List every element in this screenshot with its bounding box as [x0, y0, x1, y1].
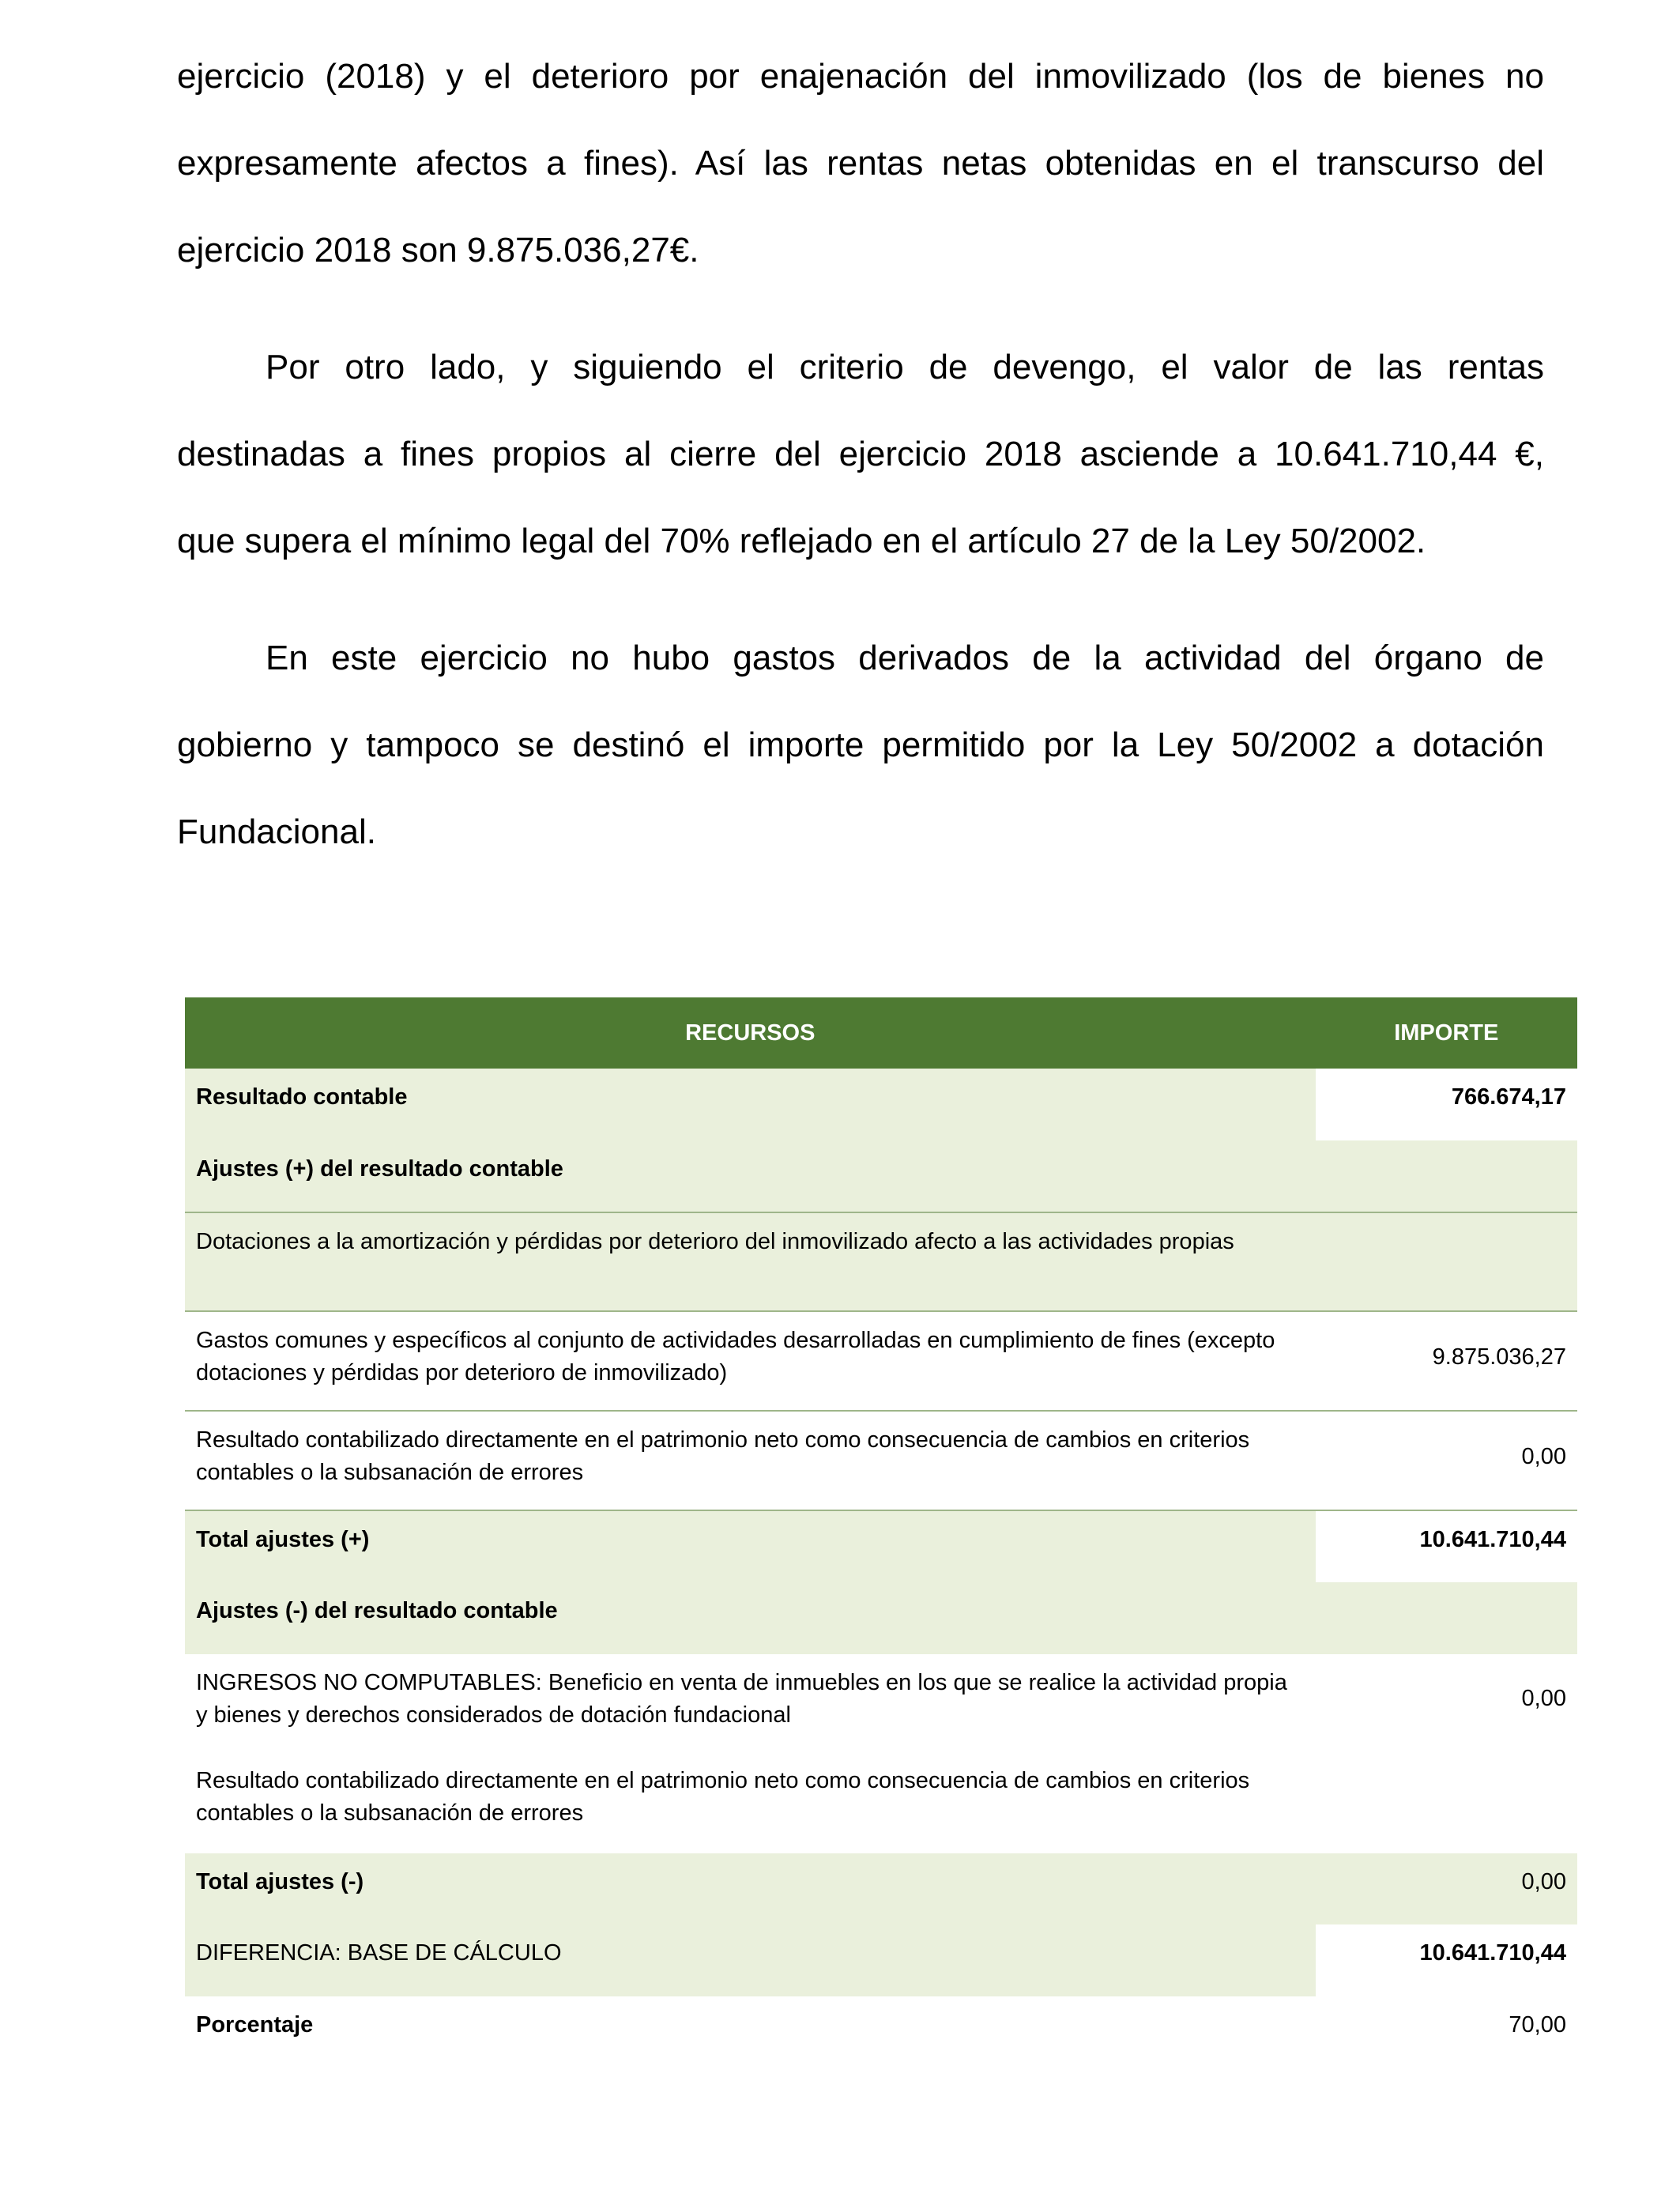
table-row-dotaciones	[185, 1212, 1577, 1311]
paragraph-rentas-netas	[177, 33, 1544, 294]
row-label: DIFERENCIA: BASE DE CÁLCULO	[185, 1924, 1316, 1996]
row-value: 9.875.036,27	[1316, 1311, 1577, 1411]
table-row-ajustes-mas-heading	[185, 1140, 1577, 1212]
table-row-ajustes-menos-heading	[185, 1582, 1577, 1654]
row-value	[1316, 1752, 1577, 1853]
row-label: Resultado contabilizado directamente en el patrimonio neto como consecuencia de cambios en criterios contables o la subsanación de errores	[185, 1411, 1316, 1510]
row-value: 0,00	[1316, 1853, 1577, 1924]
paragraph-line: ejercicio 2018 son 9.875.036,27€.	[177, 231, 699, 270]
row-value: 10.641.710,44	[1316, 1924, 1577, 1996]
table-row-resultado-contable	[185, 1069, 1577, 1140]
row-value: 766.674,17	[1316, 1069, 1577, 1140]
paragraph-line: que supera el mínimo legal del 70% reflejado en el artículo 27 de la Ley 50/2002.	[177, 522, 1426, 560]
row-label: Resultado contable	[185, 1069, 1316, 1140]
paragraph-line: expresamente afectos a fines). Así las rentas netas obtenidas en el transcurso del	[177, 144, 1544, 183]
row-label: Porcentaje	[185, 1996, 1316, 2053]
table-row-total-ajustes-mas	[185, 1510, 1577, 1582]
paragraph-line: ejercicio (2018) y el deterioro por enajenación del inmovilizado (los de bienes no	[177, 57, 1544, 96]
table-header-row	[185, 997, 1577, 1069]
table-row-ingresos-no-computables	[185, 1654, 1577, 1752]
paragraph-organo-gobierno	[177, 615, 1544, 876]
row-value: 0,00	[1316, 1654, 1577, 1752]
row-value: 10.641.710,44	[1316, 1510, 1577, 1582]
row-label: Gastos comunes y específicos al conjunto de actividades desarrolladas en cumplimiento de fines (excepto dotaciones y pérdidas por deterioro de inmovilizado)	[185, 1311, 1316, 1411]
paragraph-line: destinadas a fines propios al cierre del ejercicio 2018 asciende a 10.641.710,44 €,	[177, 435, 1544, 473]
row-label: Dotaciones a la amortización y pérdidas por deterioro del inmovilizado afecto a las actividades propias	[185, 1212, 1316, 1311]
table-row-total-ajustes-menos	[185, 1853, 1577, 1924]
row-label: Ajustes (+) del resultado contable	[185, 1140, 1316, 1212]
row-value: 0,00	[1316, 1411, 1577, 1510]
row-value	[1316, 1140, 1577, 1212]
header-recursos: RECURSOS	[185, 997, 1316, 1069]
table-row-resultado-patrimonio-2	[185, 1752, 1577, 1853]
row-label: Ajustes (-) del resultado contable	[185, 1582, 1316, 1654]
recursos-table	[185, 997, 1577, 2053]
row-label: Resultado contabilizado directamente en el patrimonio neto como consecuencia de cambios en criterios contables o la subsanación de errores	[185, 1752, 1316, 1853]
table-row-resultado-patrimonio	[185, 1411, 1577, 1510]
row-label: Total ajustes (-)	[185, 1853, 1316, 1924]
table-row-gastos-comunes	[185, 1311, 1577, 1411]
paragraph-rentas-destinadas	[177, 324, 1544, 585]
header-importe: IMPORTE	[1316, 997, 1577, 1069]
table-row-base-calculo	[185, 1924, 1577, 1996]
row-value	[1316, 1582, 1577, 1654]
paragraph-line: Por otro lado, y siguiendo el criterio de devengo, el valor de las rentas	[266, 348, 1544, 386]
row-label: Total ajustes (+)	[185, 1510, 1316, 1582]
paragraph-line: Fundacional.	[177, 812, 376, 851]
row-value: 70,00	[1316, 1996, 1577, 2053]
paragraph-line: En este ejercicio no hubo gastos derivados de la actividad del órgano de	[266, 639, 1544, 677]
paragraph-line: gobierno y tampoco se destinó el importe permitido por la Ley 50/2002 a dotación	[177, 726, 1544, 764]
row-value	[1316, 1212, 1577, 1311]
table-row-porcentaje	[185, 1996, 1577, 2053]
row-label: INGRESOS NO COMPUTABLES: Beneficio en venta de inmuebles en los que se realice la actividad propia y bienes y derechos considerados de dotación fundacional	[185, 1654, 1316, 1752]
